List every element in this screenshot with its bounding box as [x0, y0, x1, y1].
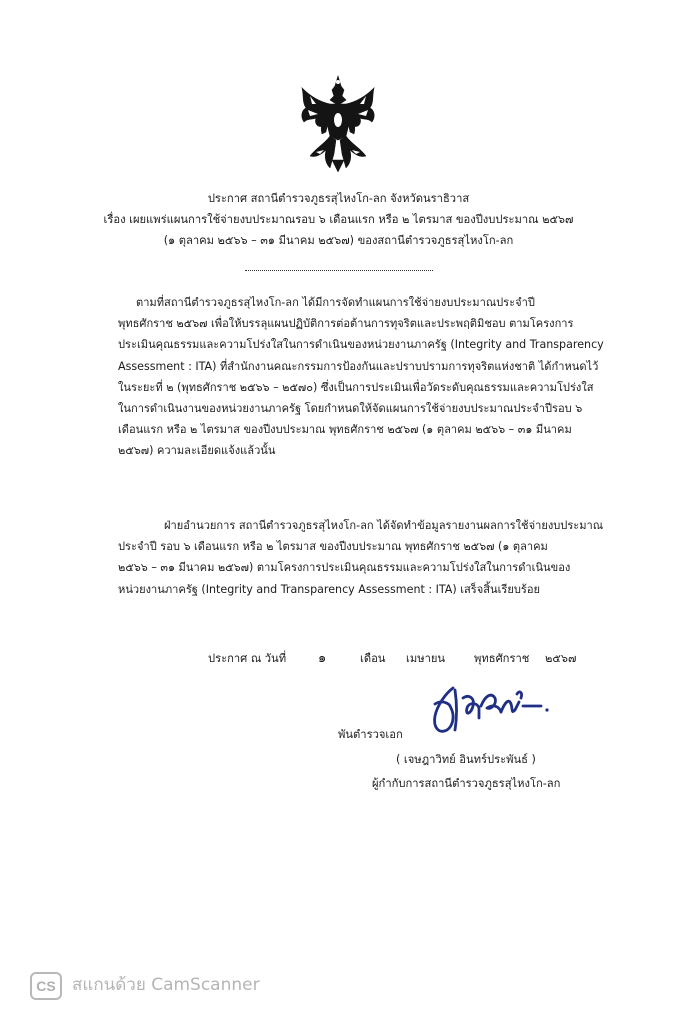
paragraph1-line: พุทธศักราช ๒๕๖๗ เพื่อให้บรรลุแผนปฏิบัติการต่อต้านการทุจริตและประพฤติมิชอบ ตามโครงการ: [118, 317, 574, 331]
paragraph1-line: ประเมินคุณธรรมและความโปร่งใสในการดำเนินของหน่วยงานภาครัฐ (Integrity and Transparency: [118, 338, 604, 352]
subject-line: เรื่อง เผยแพร่แผนการใช้จ่ายงบประมาณรอบ ๖ เดือนแรก หรือ ๒ ไตรมาส ของปีงบประมาณ ๒๕๖๗: [103, 213, 574, 226]
paragraph1-line: ตามที่สถานีตำรวจภูธรสุไหงโก-ลก ได้มีการจัดทำแผนการใช้จ่ายงบประมาณประจำปี: [136, 296, 535, 309]
dateline-year: ๒๕๖๗: [545, 652, 577, 665]
paragraph2-line: ฝ่ายอำนวยการ สถานีตำรวจภูธรสุไหงโก-ลก ได้จัดทำข้อมูลรายงานผลการใช้จ่ายงบประมาณ: [164, 519, 604, 532]
paragraph2-line: ๒๕๖๖ – ๓๑ มีนาคม ๒๕๖๗) ตามโครงการประเมินคุณธรรมและความโปร่งใสในการดำเนินของ: [118, 561, 571, 575]
paragraph-2: [118, 515, 604, 600]
dateline-month-label: เดือน: [360, 652, 386, 665]
signer-position: ผู้กำกับการสถานีตำรวจภูธรสุไหงโก-ลก: [372, 777, 561, 790]
paragraph-1: [118, 292, 604, 462]
dateline-prefix: ประกาศ ณ วันที่: [208, 652, 287, 665]
handwritten-signature: [423, 676, 555, 740]
garuda-emblem-icon: [296, 74, 380, 174]
announcement-title: [0, 188, 677, 251]
signer-name: ( เจษฎาวิทย์ อินทร์ประพันธ์ ): [396, 753, 536, 766]
paragraph1-line: เดือนแรก หรือ ๒ ไตรมาส ของปีงบประมาณ พุทธศักราช ๒๕๖๗ (๑ ตุลาคม ๒๕๖๖ – ๓๑ มีนาคม: [118, 423, 572, 437]
camscanner-logo-icon: CS: [30, 972, 62, 1000]
period-line: (๑ ตุลาคม ๒๕๖๖ – ๓๑ มีนาคม ๒๕๖๗) ของสถานีตำรวจภูธรสุไหงโก-ลก: [163, 234, 514, 247]
paragraph1-line: ในการดำเนินงานของหน่วยงานภาครัฐ โดยกำหนดให้จัดแผนการใช้จ่ายงบประมาณประจำปีรอบ ๖: [118, 402, 583, 416]
dateline-day: ๑: [318, 651, 327, 666]
camscanner-watermark-text: สแกนด้วย CamScanner: [72, 975, 260, 995]
paragraph1-line: ๒๕๖๗) ความละเอียดแจ้งแล้วนั้น: [118, 444, 276, 458]
paragraph1-line: Assessment : ITA) ที่สำนักงานคณะกรรมการป้องกันและปราบปรามการทุจริตแห่งชาติ ได้กำหนดไว้: [118, 359, 599, 373]
paragraph2-line: หน่วยงานภาครัฐ (Integrity and Transparency Assessment : ITA) เสร็จสิ้นเรียบร้อย: [118, 582, 541, 596]
dotted-divider: [245, 270, 433, 271]
paragraph2-line: ประจำปี รอบ ๖ เดือนแรก หรือ ๒ ไตรมาส ของปีงบประมาณ พุทธศักราช ๒๕๖๗ (๑ ตุลาคม: [118, 540, 548, 554]
dateline-month: เมษายน: [406, 652, 446, 665]
paragraph1-line: ในระยะที่ ๒ (พุทธศักราช ๒๕๖๖ – ๒๕๗๐) ซึ่งเป็นการประเมินเพื่อวัดระดับคุณธรรมและความโปร่งใส: [118, 380, 594, 394]
signer-rank: พันตำรวจเอก: [338, 728, 403, 741]
dateline-year-label: พุทธศักราช: [474, 652, 530, 665]
title-line-1: ประกาศ สถานีตำรวจภูธรสุไหงโก-ลก จังหวัดนราธิวาส: [207, 192, 470, 205]
